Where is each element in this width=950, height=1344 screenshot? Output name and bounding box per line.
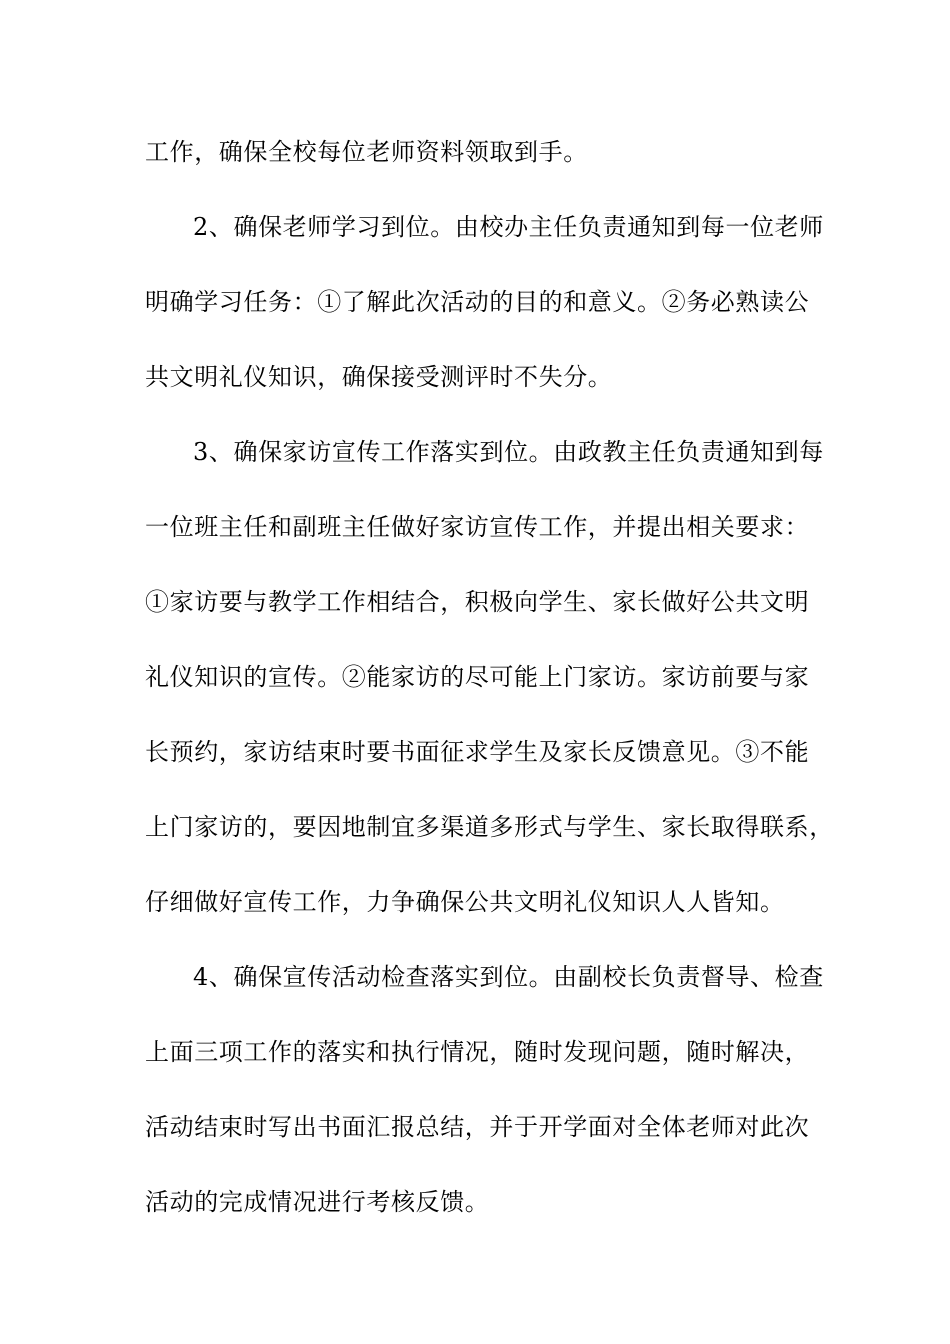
paragraph-line: 2、确保老师学习到位。由校办主任负责通知到每一位老师 [193, 213, 824, 241]
paragraph-line: 4、确保宣传活动检查落实到位。由副校长负责督导、检查 [193, 963, 824, 991]
paragraph-line: 上门家访的，要因地制宜多渠道多形式与学生、家长取得联系， [145, 813, 834, 841]
paragraph-line: 活动结束时写出书面汇报总结，并于开学面对全体老师对此次 [145, 1113, 810, 1141]
paragraph-line: 长预约，家访结束时要书面征求学生及家长反馈意见。③不能 [145, 738, 810, 766]
paragraph-line: 活动的完成情况进行考核反馈。 [145, 1188, 490, 1216]
paragraph-line: 仔细做好宣传工作，力争确保公共文明礼仪知识人人皆知。 [145, 888, 785, 916]
paragraph-line: 3、确保家访宣传工作落实到位。由政教主任负责通知到每 [193, 438, 824, 466]
paragraph-line: 工作，确保全校每位老师资料领取到手。 [145, 138, 588, 166]
paragraph-line: ①家访要与教学工作相结合，积极向学生、家长做好公共文明 [145, 588, 810, 616]
paragraph-line: 上面三项工作的落实和执行情况，随时发现问题，随时解决， [145, 1038, 810, 1066]
paragraph-line: 共文明礼仪知识，确保接受测评时不失分。 [145, 363, 613, 391]
paragraph-line: 明确学习任务：①了解此次活动的目的和意义。②务必熟读公 [145, 288, 810, 316]
paragraph-line: 礼仪知识的宣传。②能家访的尽可能上门家访。家访前要与家 [145, 663, 810, 691]
paragraph-line: 一位班主任和副班主任做好家访宣传工作，并提出相关要求： [145, 513, 810, 541]
